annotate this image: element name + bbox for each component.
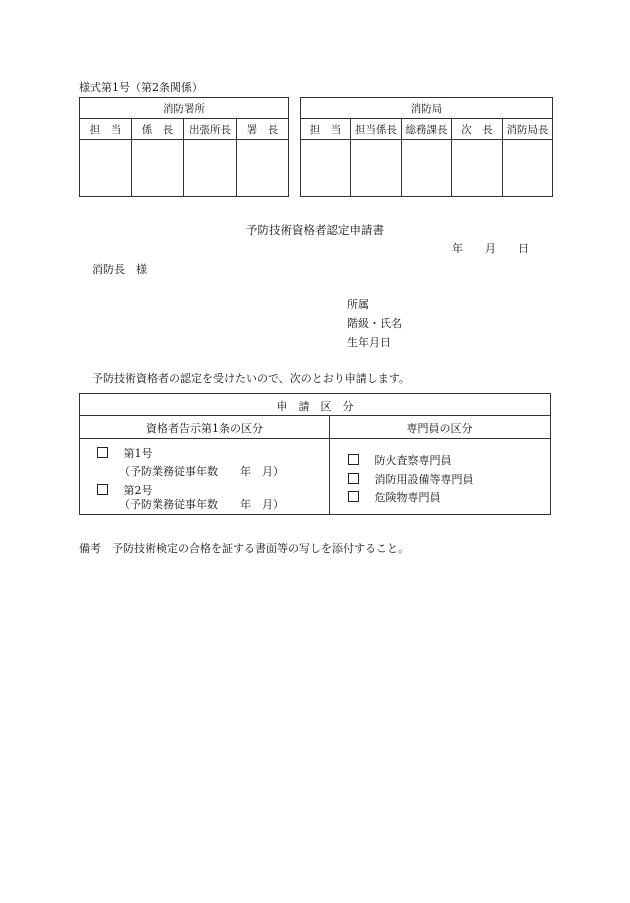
stamp-box [132, 140, 184, 197]
stamp-column-header: 担 当 [80, 119, 132, 140]
divider [80, 438, 550, 439]
stamp-box [351, 140, 402, 197]
option-label: 危険物専門員 [374, 491, 441, 504]
stamp-title: 消防局 [301, 98, 553, 119]
stamp-box [452, 140, 503, 197]
application-category-table [79, 393, 551, 515]
stamp-column-header: 次 長 [452, 119, 503, 140]
rank-name-label: 階級・氏名 [347, 317, 402, 330]
option-label: 第2号 [123, 484, 153, 497]
affiliation-label: 所属 [347, 298, 369, 311]
document-title: 予防技術資格者認定申請書 [246, 223, 384, 237]
remarks: 備考 予防技術検定の合格を証する書面等の写しを添付すること。 [79, 542, 409, 555]
birthdate-label: 生年月日 [347, 336, 391, 349]
checkbox-icon[interactable] [348, 454, 359, 465]
stamp-box [301, 140, 351, 197]
checkbox-icon[interactable] [97, 447, 108, 458]
stamp-column-header: 係 長 [132, 119, 184, 140]
request-text: 予防技術資格者の認定を受けたいので、次のとおり申請します。 [92, 372, 410, 385]
specialist-option-hazardous[interactable] [348, 489, 441, 505]
left-column-header: 資格者告示第1条の区分 [146, 422, 263, 435]
option-item-1[interactable] [97, 445, 153, 461]
addressee: 消防長 様 [92, 263, 147, 276]
checkbox-icon[interactable] [348, 473, 359, 484]
option-label: 消防用設備等専門員 [374, 473, 474, 486]
specialist-option-fire-inspection[interactable] [348, 452, 452, 468]
specialist-option-equipment[interactable] [348, 471, 474, 487]
option-note: （予防業務従事年数 年 月） [119, 498, 284, 511]
stamp-column-header: 総務課長 [402, 119, 452, 140]
stamp-column-header: 出張所長 [184, 119, 237, 140]
form-number: 様式第1号（第2条関係） [79, 81, 203, 94]
stamp-table-fire-station [79, 97, 289, 197]
stamp-box [80, 140, 132, 197]
option-note: （予防業務従事年数 年 月） [119, 465, 284, 478]
stamp-column-header: 担 当 [301, 119, 351, 140]
option-label: 第1号 [123, 447, 153, 460]
right-column-header: 専門員の区分 [406, 422, 473, 435]
stamp-box [503, 140, 553, 197]
date-line: 年 月 日 [452, 242, 529, 255]
stamp-title: 消防署所 [80, 98, 289, 119]
stamp-column-header: 消防局長 [503, 119, 553, 140]
stamp-box [184, 140, 237, 197]
stamp-box [402, 140, 452, 197]
stamp-column-header: 担当係長 [351, 119, 402, 140]
divider [80, 415, 550, 416]
stamp-table-fire-bureau [300, 97, 553, 197]
stamp-column-header: 署 長 [237, 119, 289, 140]
stamp-box [237, 140, 289, 197]
application-category-header: 申 請 区 分 [276, 400, 354, 413]
checkbox-icon[interactable] [97, 484, 108, 495]
checkbox-icon[interactable] [348, 491, 359, 502]
option-label: 防火査察専門員 [374, 454, 452, 467]
